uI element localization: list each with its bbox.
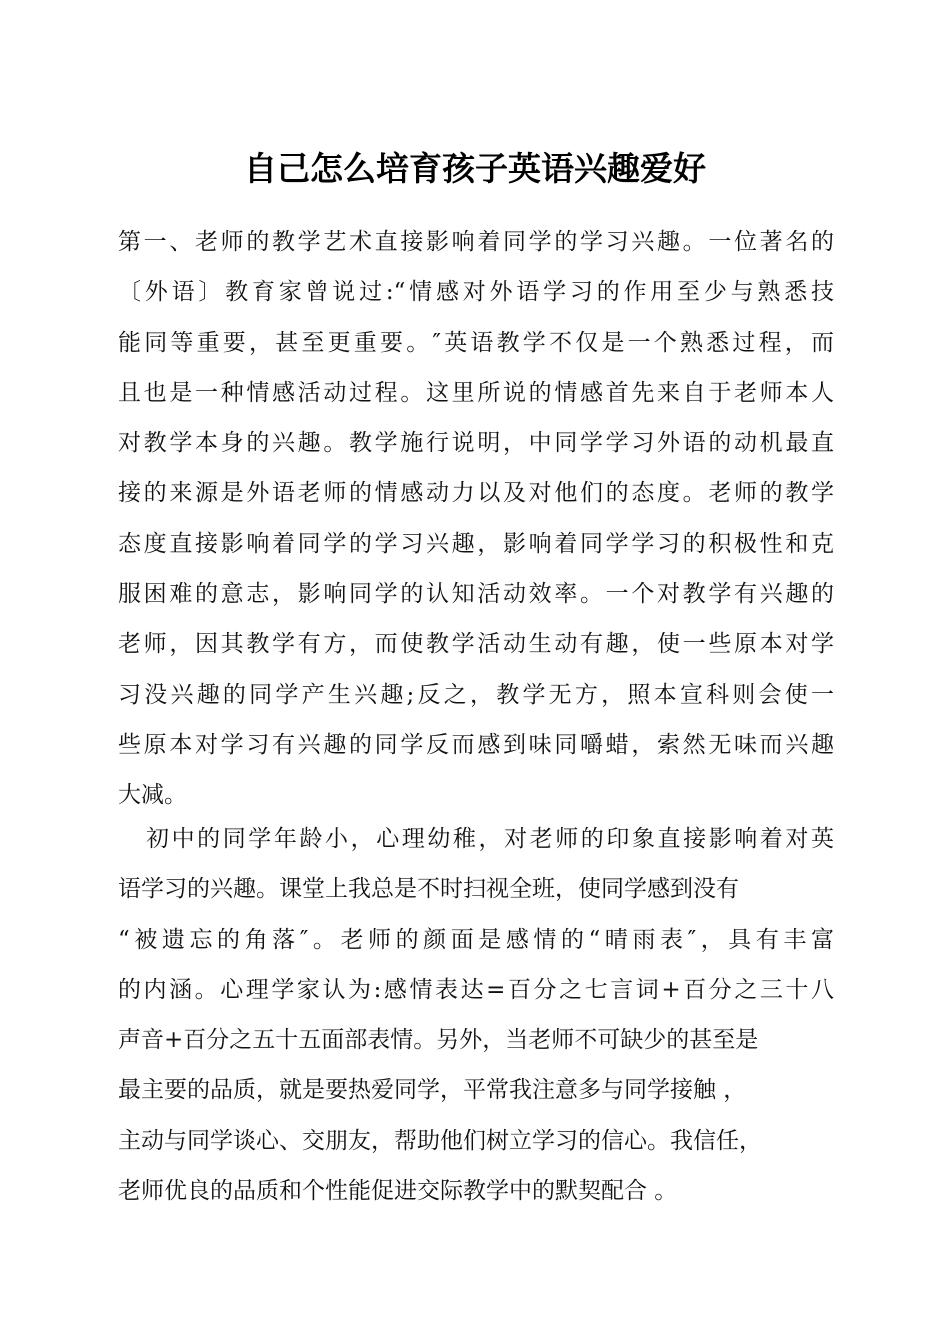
paragraph-line: “被遗忘的角落″。老师的颜面是感情的“晴雨表″，具有丰富	[118, 926, 834, 953]
document-title: 自己怎么培育孩子英语兴趣爱好	[244, 149, 706, 188]
paragraph-line: 些原本对学习有兴趣的同学反而感到味同嚼蜡，索然无味而兴趣	[118, 731, 834, 758]
paragraph-line: 第一、老师的教学艺术直接影响着同学的学习兴趣。一位著名的	[118, 229, 834, 255]
paragraph-line: 习没兴趣的同学产生兴趣;反之，教学无方，照本宣科则会使一	[118, 681, 834, 708]
paragraph-line: 主动与同学谈心、交朋友，帮助他们树立学习的信心。我信任，	[118, 1127, 762, 1154]
paragraph-line: 态度直接影响着同学的学习兴趣，影响着同学学习的积极性和克	[118, 530, 834, 557]
paragraph-line: 初中的同学年龄小，心理幼稚，对老师的印象直接影响着对英	[146, 826, 834, 852]
paragraph-line: 服困难的意志，影响同学的认知活动效率。一个对教学有兴趣的	[118, 581, 834, 608]
paragraph-line: 声音+百分之五十五面部表情。另外，当老师不可缺少的甚至是	[118, 1027, 759, 1054]
paragraph-line: 大减。	[118, 782, 187, 809]
paragraph-line: 最主要的品质，就是要热爱同学，平常我注意多与同学接触 ，	[118, 1077, 747, 1104]
paragraph-line: 〔外语〕教育家曾说过:“情感对外语学习的作用至少与熟悉技	[118, 279, 834, 306]
paragraph-line: 且也是一种情感活动过程。这里所说的情感首先来自于老师本人	[118, 379, 834, 406]
paragraph-line: 老师，因其教学有方，而使教学活动生动有趣，使一些原本对学	[118, 631, 834, 658]
paragraph-line: 语学习的兴趣。课堂上我总是不时扫视全班，使同学感到没有	[118, 876, 739, 903]
paragraph-line: 接的来源是外语老师的情感动力以及对他们的态度。老师的教学	[118, 480, 834, 507]
paragraph-line: 的内涵。心理学家认为:感情表达=百分之七言词+百分之三十八	[118, 976, 834, 1003]
paragraph-line: 老师优良的品质和个性能促进交际教学中的默契配合 。	[118, 1178, 678, 1205]
paragraph-2	[118, 814, 834, 1216]
paragraph-line: 能同等重要，甚至更重要。″英语教学不仅是一个熟悉过程，而	[118, 329, 834, 356]
paragraph-line: 对教学本身的兴趣。教学施行说明，中同学学习外语的动机最直	[118, 430, 834, 457]
paragraph-1	[118, 217, 834, 821]
